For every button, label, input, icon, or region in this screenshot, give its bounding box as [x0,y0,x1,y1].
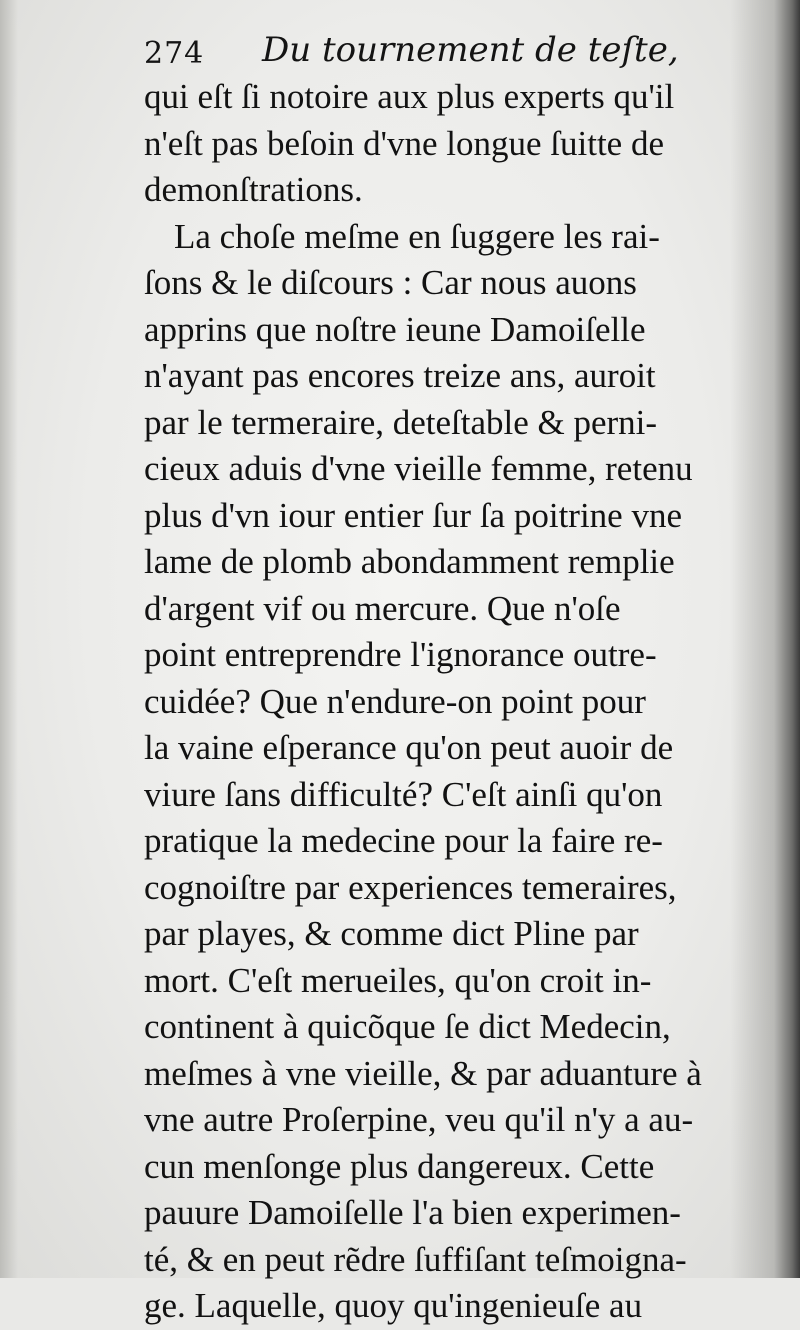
text-line: par playes, & comme dict Pline par [144,914,639,953]
page-left-shadow [0,0,18,1278]
running-title: Du tournement de teſte, [262,30,679,70]
text-line: vne autre Proſerpine, veu qu'il n'y a au- [144,1100,694,1139]
text-line: la vaine eſperance qu'on peut auoir de [144,728,674,767]
text-line: cognoiſtre par experiences temeraires, [144,867,677,907]
text-line: cun menſonge plus dangereux. Cette [144,1146,655,1186]
text-line: d'argent vif ou mercure. Que n'oſe [144,588,621,628]
paragraph-start-line: La choſe meſme en ſuggere les rai- [174,216,660,256]
text-line: ge. Laquelle, quoy qu'ingenieuſe au [144,1286,643,1325]
text-line: viure ſans difficulté? C'eſt ainſi qu'on [144,774,663,814]
body-text [144,74,744,1330]
text-line: demonſtrations. [144,170,363,209]
page-header [144,28,744,80]
text-line: pauure Damoiſelle l'a bien experimen- [144,1193,681,1232]
text-line: continent à quicõque ſe dict Medecin, [144,1007,671,1046]
text-line: pratique la medecine pour la faire re- [144,821,663,860]
text-line: ſons & le diſcours : Car nous auons [144,263,637,302]
text-line: par le termeraire, deteſtable & perni- [144,402,658,442]
text-line: qui eſt ſi notoire aux plus experts qu'il [144,77,675,116]
text-line: point entreprendre l'ignorance outre- [144,635,657,674]
text-line: lame de plomb abondamment remplie [144,542,675,581]
page-number: 274 [144,36,205,71]
text-line: meſmes à vne vieille, & par aduanture à [144,1053,702,1093]
text-line: n'eſt pas beſoin d'vne longue ſuitte de [144,123,664,163]
text-line: apprins que noſtre ieune Damoiſelle [144,309,646,349]
text-line: mort. C'eſt merueiles, qu'on croit in- [144,960,652,1000]
text-line: cuidée? Que n'endure-on point pour [144,681,646,721]
text-line: n'ayant pas encores treize ans, auroit [144,356,656,395]
text-line: cieux aduis d'vne vieille femme, retenu [144,449,693,488]
text-line: plus d'vn iour entier ſur ſa poitrine vne [144,495,682,535]
text-line: té, & en peut rẽdre ſuffiſant teſmoigna- [144,1239,687,1279]
